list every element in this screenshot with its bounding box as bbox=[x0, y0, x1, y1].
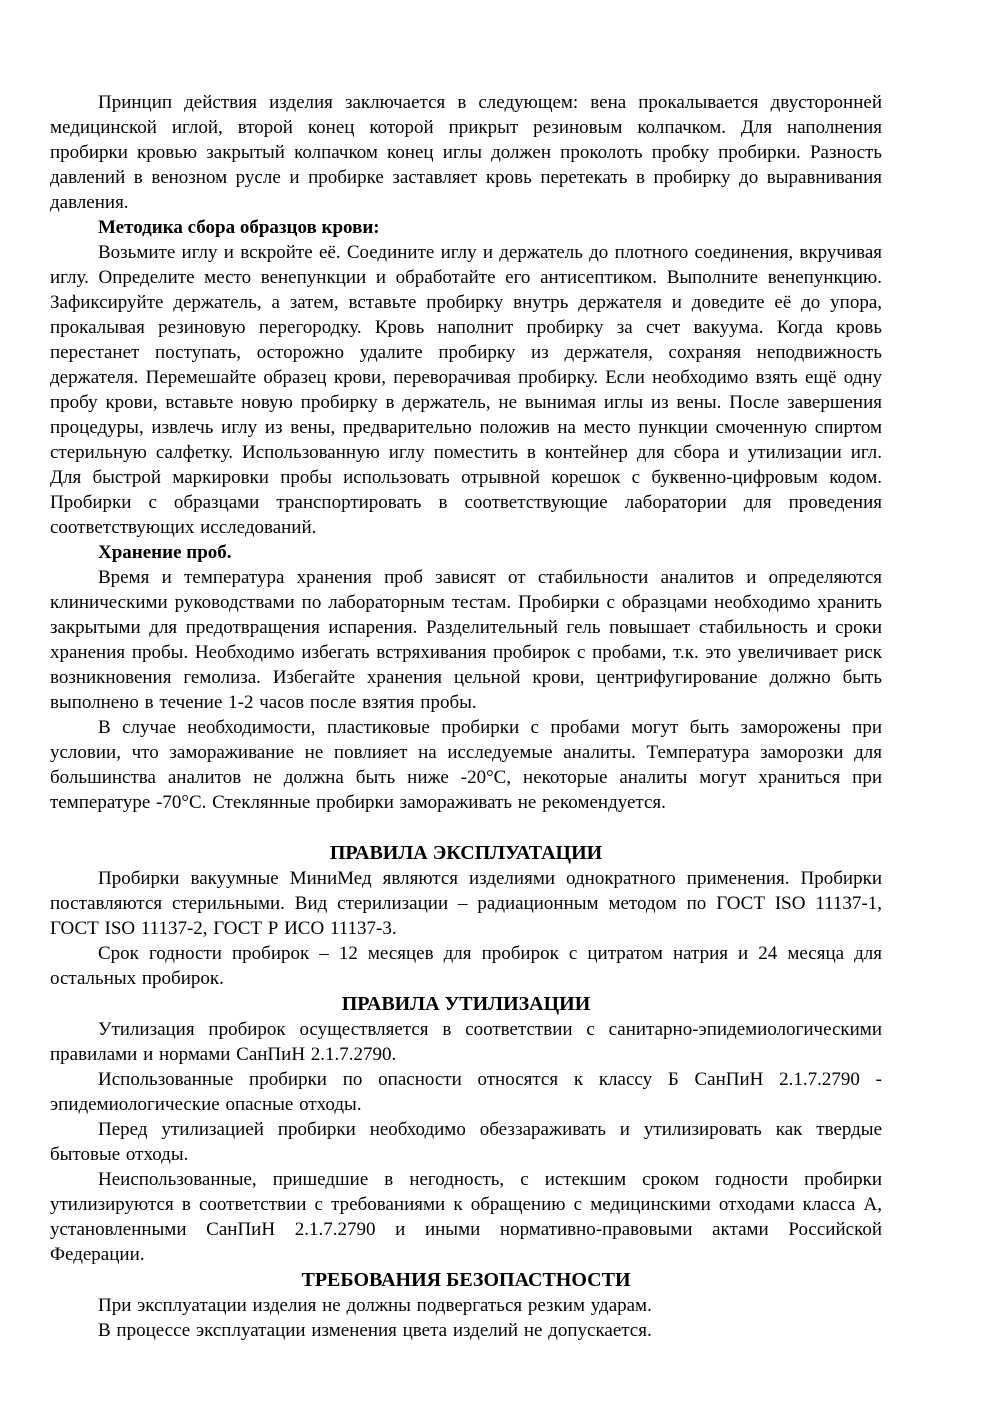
heading-disposal-rules: ПРАВИЛА УТИЛИЗАЦИИ bbox=[341, 993, 591, 1015]
heading-sample-storage: Хранение проб. bbox=[98, 542, 232, 563]
paragraph-shelf-life: Срок годности пробирок – 12 месяцев для пробирок с цитратом натрия и 24 месяца для остальных пробирок. bbox=[50, 943, 882, 989]
paragraph-decontamination: Перед утилизацией пробирки необходимо обеззараживать и утилизировать как твердые бытовые отходы. bbox=[50, 1119, 882, 1165]
heading-safety-requirements: ТРЕБОВАНИЯ БЕЗОПАСТНОСТИ bbox=[301, 1269, 631, 1291]
paragraph-no-color-change: В процессе эксплуатации изменения цвета изделий не допускается. bbox=[98, 1320, 652, 1341]
paragraph-disposal-sanpin: Утилизация пробирок осуществляется в соответствии с санитарно-эпидемиологическими правилами и нормами СанПиН 2.1.7.2790. bbox=[50, 1019, 882, 1065]
paragraph-freezing-conditions: В случае необходимости, пластиковые пробирки с пробами могут быть заморожены при условии, что замораживание не повлияет на исследуемые аналиты. Температура заморозки для большинства аналитов не должна быть ниже -20°С, некоторые аналиты могут храниться при температуре -70°С. Стеклянные пробирки замораживать не рекомендуется. bbox=[50, 717, 882, 813]
paragraph-no-sharp-impacts: При эксплуатации изделия не должны подвергаться резким ударам. bbox=[98, 1295, 652, 1316]
paragraph-used-tubes-class-b: Использованные пробирки по опасности относятся к классу Б СанПиН 2.1.7.2790 - эпидемиологические опасные отходы. bbox=[50, 1069, 882, 1115]
blank-line bbox=[50, 815, 882, 840]
paragraph-single-use-sterilization: Пробирки вакуумные МиниМед являются изделиями однократного применения. Пробирки поставляются стерильными. Вид стерилизации – радиационным методом по ГОСТ ISO 11137-1, ГОСТ ISO 11137-2, ГОСТ Р ИСО 11137-3. bbox=[50, 868, 882, 939]
paragraph-unused-tubes-disposal: Неиспользованные, пришедшие в негодность, с истекшим сроком годности пробирки утилизируются в соответствии с требованиями к обращению с медицинскими отходами класса А, установленными СанПиН 2.1.7.2790 и иными нормативно-правовыми актами Российской Федерации. bbox=[50, 1169, 882, 1265]
heading-operation-rules: ПРАВИЛА ЭКСПЛУАТАЦИИ bbox=[329, 842, 603, 864]
paragraph-storage-conditions: Время и температура хранения проб зависят от стабильности аналитов и определяются клиническими руководствами по лабораторным тестам. Пробирки с образцами необходимо хранить закрытыми для предотвращения испарения. Разделительный гель повышает стабильность и сроки хранения пробы. Необходимо избегать встряхивания пробирок с пробами, т.к. это увеличивает риск возникновения гемолиза. Избегайте хранения цельной крови, центрифугирование должно быть выполнено в течение 1-2 часов после взятия пробы. bbox=[50, 567, 882, 713]
paragraph-operating-principle: Принцип действия изделия заключается в следующем: вена прокалывается двусторонней медицинской иглой, второй конец которой прикрыт резиновым колпачком. Для наполнения пробирки кровью закрытый колпачком конец иглы должен проколоть пробку пробирки. Разность давлений в венозном русле и пробирке заставляет кровь перетекать в пробирку до выравнивания давления. bbox=[50, 92, 882, 213]
paragraph-sampling-procedure: Возьмите иглу и вскройте её. Соедините иглу и держатель до плотного соединения, вкручивая иглу. Определите место венепункции и обработайте его антисептиком. Выполните венепункцию. Зафиксируйте держатель, а затем, вставьте пробирку внутрь держателя и доведите её до упора, прокалывая резиновую перегородку. Кровь наполнит пробирку за счет вакуума. Когда кровь перестанет поступать, осторожно удалите пробирку из держателя, сохраняя неподвижность держателя. Перемешайте образец крови, переворачивая пробирку. Если необходимо взять ещё одну пробу крови, вставьте новую пробирку в держатель, не вынимая иглы из вены. После завершения процедуры, извлечь иглу из вены, предварительно положив на место пункции смоченную спиртом стерильную салфетку. Использованную иглу поместить в контейнер для сбора и утилизации игл. Для быстрой маркировки пробы использовать отрывной корешок с буквенно-цифровым кодом. Пробирки с образцами транспортировать в соответствующие лаборатории для проведения соответствующих исследований. bbox=[50, 242, 882, 538]
heading-blood-sampling-method: Методика сбора образцов крови: bbox=[98, 217, 380, 238]
